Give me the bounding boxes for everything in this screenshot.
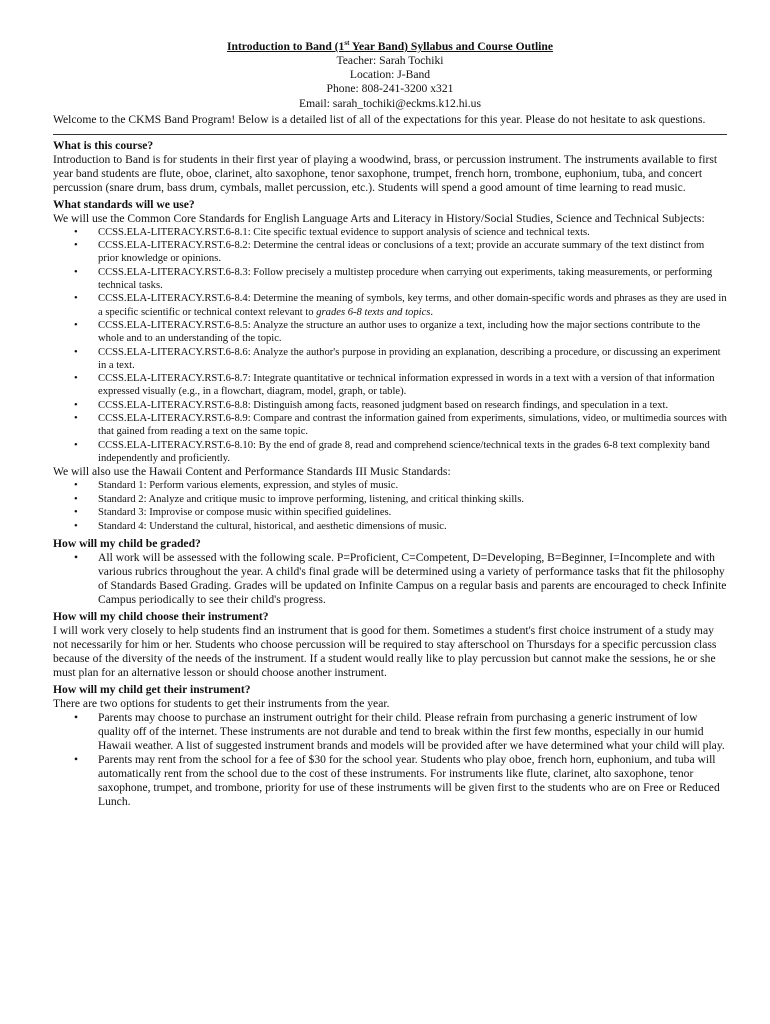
list-item: • CCSS.ELA-LITERACY.RST.6-8.1: Cite specific textual evidence to support analysis of science and technical texts. bbox=[74, 226, 590, 238]
bullet-icon: • bbox=[74, 550, 79, 564]
list-item: • Standard 3: Improvise or compose music within specified guidelines. bbox=[74, 507, 392, 519]
choose-body: I will work very closely to help students find an instrument that is good for them. Sometimes a student's first choice instrument of a study may not necessarily for him or her. Students who choose percussion will be required to stay afterschool on Thursdays for a specific percussion class because of the diversity of the needs of the instrument. If a student would really like to play percussion but cannot make the sessions, he or she must plan for an alternative lesson or should choose another instrument. bbox=[53, 623, 717, 679]
list-item: • CCSS.ELA-LITERACY.RST.6-8.5: Analyze the structure an author uses to organize a text, including how the major sections contribute to the whole and to an understanding of the topic. bbox=[74, 319, 701, 345]
hawaii-intro: We will also use the Hawaii Content and Performance Standards III Music Standards: bbox=[53, 465, 451, 479]
list-item: • CCSS.ELA-LITERACY.RST.6-8.9: Compare and contrast the information gained from experiments, simulations, video, or multimedia sources with that gained from reading a text on the same topic. bbox=[74, 413, 727, 438]
standards-heading: What standards will we use? bbox=[53, 197, 195, 211]
ccss-list bbox=[53, 226, 727, 465]
bullet-icon: • bbox=[74, 752, 79, 766]
list-item: • CCSS.ELA-LITERACY.RST.6-8.4: Determine the meaning of symbols, key terms, and other domain-specific words and phrases as they are used in a specific scientific or technical context relevant to grades 6-8 texts and topics. bbox=[74, 293, 727, 318]
hawaii-list bbox=[53, 479, 727, 533]
list-item: • CCSS.ELA-LITERACY.RST.6-8.6: Analyze the author's purpose in providing an explanation, describing a procedure, or discussing an experiment in a text. bbox=[74, 346, 721, 371]
bullet-icon: • bbox=[74, 240, 78, 252]
bullet-icon: • bbox=[74, 521, 78, 532]
bullet-icon: • bbox=[74, 507, 78, 519]
bullet-icon: • bbox=[74, 493, 78, 505]
teacher-line: Teacher: Sarah Tochiki bbox=[336, 54, 444, 68]
list-item: • CCSS.ELA-LITERACY.RST.6-8.8: Distinguish among facts, reasoned judgment based on research findings, and speculation in a text. bbox=[74, 399, 669, 411]
bullet-icon: • bbox=[74, 266, 78, 278]
graded-list bbox=[53, 551, 727, 607]
list-item: • CCSS.ELA-LITERACY.RST.6-8.2: Determine the central ideas or conclusions of a text; provide an accurate summary of the text distinct from prior knowledge or opinions. bbox=[74, 240, 705, 265]
email-line: Email: sarah_tochiki@eckms.k12.hi.us bbox=[299, 96, 481, 110]
document-header bbox=[53, 36, 727, 111]
location-line: Location: J-Band bbox=[349, 68, 431, 82]
get-heading: How will my child get their instrument? bbox=[53, 682, 251, 696]
list-item: • CCSS.ELA-LITERACY.RST.6-8.3: Follow precisely a multistep procedure when carrying out experiments, taking measurements, or performing technical tasks. bbox=[74, 266, 713, 292]
bullet-icon: • bbox=[74, 439, 78, 451]
list-item: • CCSS.ELA-LITERACY.RST.6-8.10: By the end of grade 8, read and comprehend science/technical texts in the grades 6-8 text complexity band independently and proficiently. bbox=[74, 439, 710, 464]
bullet-icon: • bbox=[74, 413, 78, 425]
course-body: Introduction to Band is for students in their first year of playing a woodwind, brass, or percussion instrument. The instruments available to first year band students are flute, oboe, clarinet, alto saxophone, tenor saxophone, trumpet, french horn, trombone, euphonium, tuba, and concert percussion (snare drum, bass drum, cymbals, mallet percussion, etc.). Students will spend a good amount of time learning to read music. bbox=[53, 152, 718, 194]
graded-heading: How will my child be graded? bbox=[53, 536, 201, 550]
list-item: • Parents may choose to purchase an instrument outright for their child. Please refrain from purchasing a generic instrument of low quality off of the internet. These instruments are not durable and tend to break within the first few months, especially in our humid Hawaii weather. A list of suggested instrument brands and models will be provided after we have determined what your child will play. bbox=[74, 710, 725, 752]
get-list bbox=[53, 711, 727, 809]
phone-line: Phone: 808-241-3200 x321 bbox=[326, 82, 454, 96]
list-item: • Standard 2: Analyze and critique music to improve performing, listening, and critical thinking skills. bbox=[74, 493, 525, 505]
bullet-icon: • bbox=[74, 373, 78, 385]
bullet-icon: • bbox=[74, 226, 78, 238]
course-heading: What is this course? bbox=[53, 138, 154, 152]
list-item: • Standard 1: Perform various elements, expression, and styles of music. bbox=[74, 480, 399, 492]
bullet-icon: • bbox=[74, 293, 78, 305]
bullet-icon: • bbox=[74, 480, 78, 492]
document-title: Introduction to Band (1st Year Band) Syllabus and Course Outline bbox=[226, 39, 553, 53]
divider bbox=[53, 134, 727, 135]
list-item: • CCSS.ELA-LITERACY.RST.6-8.7: Integrate quantitative or technical information expressed in words in a text with a version of that information expressed visually (e.g., in a flowchart, diagram, model, graph, or table). bbox=[74, 373, 715, 398]
get-intro: There are two options for students to get their instruments from the year. bbox=[53, 696, 390, 710]
choose-heading: How will my child choose their instrument? bbox=[53, 609, 269, 623]
bullet-icon: • bbox=[74, 399, 78, 411]
bullet-icon: • bbox=[74, 710, 79, 724]
list-item: • Standard 4: Understand the cultural, historical, and aesthetic dimensions of music. bbox=[74, 521, 447, 532]
welcome-paragraph: Welcome to the CKMS Band Program! Below is a detailed list of all of the expectations for this year. Please do not hesitate to ask questions. bbox=[53, 112, 706, 126]
list-item: • All work will be assessed with the following scale. P=Proficient, C=Competent, D=Developing, B=Beginner, I=Incomplete and with various rubrics throughout the year. A child's final grade will be determined using a variety of performance tasks that fit the philosophy of Standards Based Grading. Grades will be updated on Infinite Campus on a regular basis and parents are encouraged to check Infinite Campus periodically to see their child's progress. bbox=[74, 550, 727, 606]
standards-intro: We will use the Common Core Standards for English Language Arts and Literacy in History/Social Studies, Science and Technical Subjects: bbox=[53, 211, 705, 225]
bullet-icon: • bbox=[74, 346, 78, 358]
bullet-icon: • bbox=[74, 319, 78, 331]
syllabus-page bbox=[53, 36, 727, 809]
list-item: • Parents may rent from the school for a fee of $30 for the school year. Students who play oboe, french horn, euphonium, and tuba will automatically rent from the school due to the cost of these instruments. For instruments like flute, clarinet, alto saxophone, tenor saxophone, trumpet, and trombone, priority for use of these instruments will be given first to the students who are on Free or Reduced Lunch. bbox=[74, 752, 720, 808]
